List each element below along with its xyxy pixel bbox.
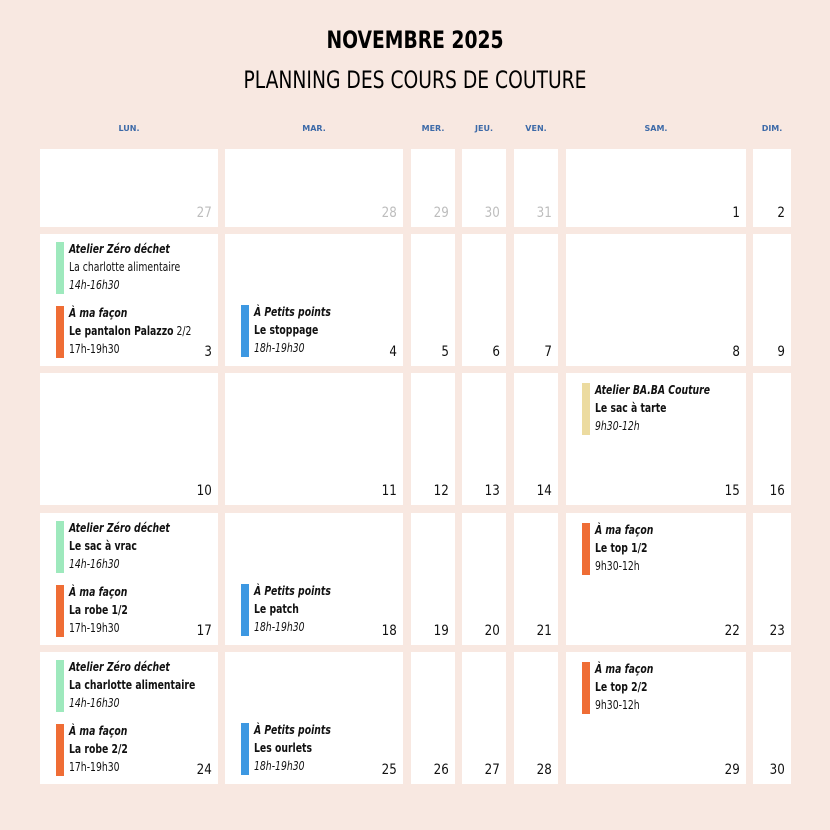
day-cell[interactable] <box>225 149 403 227</box>
day-cell[interactable] <box>514 149 558 227</box>
day-number: 25 <box>381 762 397 778</box>
course-event[interactable] <box>56 583 137 637</box>
day-number: 27 <box>484 762 500 778</box>
weekday-header-jeu: JEU. <box>475 124 493 133</box>
event-time: 17h-19h30 <box>69 760 120 774</box>
day-cell[interactable] <box>411 373 455 505</box>
course-event[interactable] <box>56 722 137 776</box>
day-number: 29 <box>724 762 740 778</box>
day-cell[interactable] <box>40 652 218 784</box>
day-number: 29 <box>433 205 449 221</box>
day-number: 1 <box>732 205 740 221</box>
course-event[interactable] <box>56 658 216 712</box>
event-course: Le top 1/2 <box>595 541 648 555</box>
day-cell[interactable] <box>225 513 403 645</box>
day-cell[interactable] <box>462 652 506 784</box>
day-cell[interactable] <box>753 652 791 784</box>
day-number: 31 <box>536 205 552 221</box>
category-color-bar <box>56 521 64 573</box>
event-course: Le pantalon Palazzo 2/2 <box>69 324 192 338</box>
day-number: 14 <box>536 483 552 499</box>
course-event[interactable] <box>582 521 663 575</box>
category-color-bar <box>582 662 590 714</box>
event-course: Le top 2/2 <box>595 680 648 694</box>
event-course: La charlotte alimentaire <box>69 678 196 692</box>
page-title: NOVEMBRE 2025 <box>326 26 504 54</box>
day-number: 21 <box>536 623 552 639</box>
day-cell[interactable] <box>566 234 746 366</box>
day-number: 10 <box>196 483 212 499</box>
category-color-bar <box>241 584 249 636</box>
day-number: 2 <box>777 205 785 221</box>
course-event[interactable] <box>241 721 343 775</box>
day-cell[interactable] <box>753 234 791 366</box>
course-event[interactable] <box>241 582 343 636</box>
day-number: 17 <box>196 623 212 639</box>
event-time: 18h-19h30 <box>254 759 305 773</box>
event-organizer: À Petits points <box>254 305 331 319</box>
day-number: 30 <box>484 205 500 221</box>
event-time: 9h30-12h <box>595 419 640 433</box>
day-number: 13 <box>484 483 500 499</box>
day-cell[interactable] <box>40 513 218 645</box>
day-cell[interactable] <box>462 234 506 366</box>
category-color-bar <box>241 723 249 775</box>
course-event[interactable] <box>56 519 186 573</box>
event-organizer: Atelier BA.BA Couture <box>595 383 711 397</box>
day-cell[interactable] <box>40 373 218 505</box>
day-cell[interactable] <box>462 149 506 227</box>
event-course: Le patch <box>254 602 299 616</box>
day-cell[interactable] <box>225 652 403 784</box>
day-cell[interactable] <box>514 652 558 784</box>
day-number: 20 <box>484 623 500 639</box>
category-color-bar <box>56 660 64 712</box>
event-organizer: À ma façon <box>595 662 654 676</box>
weekday-header-ven: VEN. <box>525 124 547 133</box>
day-cell[interactable] <box>411 513 455 645</box>
event-course: La robe 1/2 <box>69 603 128 617</box>
course-event[interactable] <box>56 304 211 358</box>
day-number: 28 <box>381 205 397 221</box>
day-cell[interactable] <box>225 234 403 366</box>
category-color-bar <box>241 305 249 357</box>
day-number: 16 <box>769 483 785 499</box>
event-organizer: Atelier Zéro déchet <box>69 521 170 535</box>
event-course: Le sac à tarte <box>595 401 667 415</box>
day-number: 9 <box>777 344 785 360</box>
course-event[interactable] <box>56 240 198 294</box>
day-cell[interactable] <box>514 513 558 645</box>
day-cell[interactable] <box>514 234 558 366</box>
event-organizer: Atelier Zéro déchet <box>69 242 170 256</box>
day-number: 12 <box>433 483 449 499</box>
day-number: 11 <box>381 483 397 499</box>
category-color-bar <box>582 383 590 435</box>
weekday-header-dim: DIM. <box>761 124 783 133</box>
day-cell[interactable] <box>753 149 791 227</box>
page-subtitle: PLANNING DES COURS DE COUTURE <box>243 66 587 94</box>
event-organizer: À ma façon <box>69 306 128 320</box>
event-organizer: À ma façon <box>595 523 654 537</box>
event-organizer: À Petits points <box>254 584 331 598</box>
day-cell[interactable] <box>462 373 506 505</box>
event-organizer: À ma façon <box>69 585 128 599</box>
event-time: 14h-16h30 <box>69 557 120 571</box>
day-number: 22 <box>724 623 740 639</box>
day-number: 28 <box>536 762 552 778</box>
event-time: 14h-16h30 <box>69 278 120 292</box>
event-course: Le stoppage <box>254 323 319 337</box>
day-cell[interactable] <box>462 513 506 645</box>
day-cell[interactable] <box>411 234 455 366</box>
day-number: 6 <box>492 344 500 360</box>
category-color-bar <box>56 242 64 294</box>
day-number: 18 <box>381 623 397 639</box>
course-event[interactable] <box>582 381 729 435</box>
day-number: 19 <box>433 623 449 639</box>
day-number: 26 <box>433 762 449 778</box>
day-number: 27 <box>196 205 212 221</box>
day-number: 7 <box>544 344 552 360</box>
day-cell[interactable] <box>566 513 746 645</box>
category-color-bar <box>582 523 590 575</box>
day-cell[interactable] <box>753 513 791 645</box>
course-event[interactable] <box>582 660 663 714</box>
day-number: 4 <box>389 344 397 360</box>
day-cell[interactable] <box>566 373 746 505</box>
day-cell[interactable] <box>753 373 791 505</box>
event-course: Les ourlets <box>254 741 312 755</box>
event-time: 14h-16h30 <box>69 696 120 710</box>
weekday-header-sam: SAM. <box>644 124 668 133</box>
category-color-bar <box>56 306 64 358</box>
event-time: 9h30-12h <box>595 698 640 712</box>
day-cell[interactable] <box>514 373 558 505</box>
event-organizer: À ma façon <box>69 724 128 738</box>
weekday-header-mer: MER. <box>421 124 445 133</box>
category-color-bar <box>56 585 64 637</box>
day-cell[interactable] <box>225 373 403 505</box>
day-number: 30 <box>769 762 785 778</box>
day-number: 15 <box>724 483 740 499</box>
event-organizer: À Petits points <box>254 723 331 737</box>
day-cell[interactable] <box>411 149 455 227</box>
day-cell[interactable] <box>411 652 455 784</box>
day-cell[interactable] <box>40 234 218 366</box>
day-number: 3 <box>204 344 212 360</box>
event-time: 18h-19h30 <box>254 620 305 634</box>
weekday-header-lun: LUN. <box>118 124 140 133</box>
event-course: Le sac à vrac <box>69 539 137 553</box>
day-number: 8 <box>732 344 740 360</box>
event-time: 18h-19h30 <box>254 341 305 355</box>
day-number: 24 <box>196 762 212 778</box>
day-number: 5 <box>441 344 449 360</box>
event-time: 17h-19h30 <box>69 342 120 356</box>
day-number: 23 <box>769 623 785 639</box>
event-course: La charlotte alimentaire <box>69 260 181 274</box>
course-event[interactable] <box>241 303 343 357</box>
day-cell[interactable] <box>566 149 746 227</box>
weekday-header-mar: MAR. <box>302 124 326 133</box>
event-time: 17h-19h30 <box>69 621 120 635</box>
event-organizer: Atelier Zéro déchet <box>69 660 170 674</box>
day-cell[interactable] <box>40 149 218 227</box>
event-course: La robe 2/2 <box>69 742 128 756</box>
category-color-bar <box>56 724 64 776</box>
event-time: 9h30-12h <box>595 559 640 573</box>
day-cell[interactable] <box>566 652 746 784</box>
